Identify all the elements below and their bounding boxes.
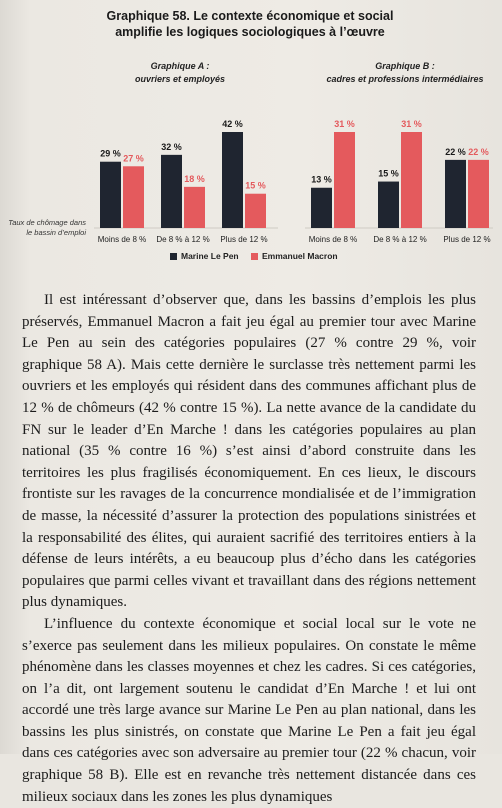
legend-label-macron: Emmanuel Macron [262, 250, 338, 261]
category-tick-label: De 8 % à 12 % [373, 235, 427, 244]
paragraph-2: L’influence du contexte économique et social local sur le vote ne s’exerce pas seulement dans les milieux populaires. On constate le même phénomène dans les classes moyennes et chez les cadres. Si ces catégories, on l’a dit, ont largement soutenu le candidat d’En Marche ! et lui ont accordé une très large avance sur Marine Le Pen au plan national, dans les bassins les plus sinistrés, on constate que Marine Le Pen a fait jeu égal dans ces catégories avec son adversaire au premier tour (22 % chacun, voir graphique 58 B). Elle est en revanche très nettement distancée dans ces milieux sociaux dans les zones les plus dynamiques [22, 615, 476, 805]
paragraph-1: Il est intéressant d’observer que, dans les bassins d’emplois les plus préservés, Emmanuel Macron a fait jeu égal au premier tour avec Marine Le Pen au sein des catégories populaires (27 % contre 29 %, voir graphique 58 A). Mais cette dernière le surclasse très nettement parmi les ouvriers et les employés qui résident dans des communes affichant plus de 12 % de chômeurs (42 % contre 15 %). La nette avance de la candidate du FN sur le leader d’En Marche ! dans les catégories populaires au plan national (35 % contre 16 %) s’est ainsi d’abord construite dans les territoires les plus fragilisés économiquement. En ces lieux, le discours frontiste sur les ravages de la concurrence mondialisée et de l’immigration de masse, la nécessité d’assurer la protection des populations sinistrées et la responsabilité des élites, qui auraient sacrifié des territoires entiers à la défense de leurs intérêts, a eu beaucoup plus d’écho dans les catégories populaires que parmi celles vivant et travaillant dans des régions nettement plus dynamiques. [22, 292, 476, 611]
panel-a-subtitle-1: Graphique A : [150, 61, 210, 71]
bar-value-label: 42 % [222, 119, 243, 129]
legend-swatch-lepen [170, 253, 177, 260]
bar-macron [123, 166, 144, 228]
legend-swatch-macron [251, 253, 258, 260]
bar-value-label: 22 % [468, 146, 489, 157]
bar-lepen [378, 182, 399, 228]
bar-value-label: 27 % [123, 153, 144, 164]
legend-item-lepen [170, 251, 239, 261]
category-tick-label: De 8 % à 12 % [156, 235, 210, 244]
bar-lepen [311, 188, 332, 228]
bar-value-label: 15 % [245, 180, 266, 191]
legend-label-lepen: Marine Le Pen [181, 250, 239, 261]
bar-value-label: 13 % [311, 174, 332, 185]
bar-value-label: 31 % [401, 119, 422, 129]
bar-macron [245, 194, 266, 228]
bar-value-label: 18 % [184, 173, 205, 184]
bar-macron [468, 160, 489, 228]
bar-value-label: 15 % [378, 168, 399, 179]
category-tick-label: Moins de 8 % [97, 235, 147, 244]
figure-title-line-2: amplifie les logiques sociologiques à l’œuvre [115, 25, 385, 39]
bar-macron [184, 187, 205, 228]
panel-b-subtitle-1: Graphique B : [375, 61, 435, 71]
category-tick-label: Plus de 12 % [443, 235, 491, 244]
body-text [22, 290, 476, 808]
bar-macron [401, 132, 422, 228]
side-label-line-1: Taux de chômage dans [8, 218, 86, 227]
bar-value-label: 32 % [161, 141, 182, 152]
bar-lepen [100, 162, 121, 228]
bar-value-label: 29 % [100, 148, 121, 159]
x-axis-side-label [0, 218, 86, 238]
bar-charts [0, 0, 502, 290]
bar-lepen [445, 160, 466, 228]
chart-legend [170, 250, 390, 264]
bar-value-label: 22 % [445, 146, 466, 157]
category-tick-label: Moins de 8 % [308, 235, 358, 244]
category-tick-label: Plus de 12 % [220, 235, 268, 244]
bar-value-label: 31 % [334, 119, 355, 129]
legend-item-macron [251, 251, 338, 261]
panel-a-subtitle-2: ouvriers et employés [134, 74, 226, 84]
bar-macron [334, 132, 355, 228]
bar-lepen [222, 132, 243, 228]
side-label-line-2: le bassin d’emploi [26, 228, 86, 237]
figure-title-line-1: Graphique 58. Le contexte économique et social [106, 9, 394, 23]
panel-b-subtitle-2: cadres et professions intermédiaires [326, 74, 484, 84]
bar-lepen [161, 155, 182, 228]
